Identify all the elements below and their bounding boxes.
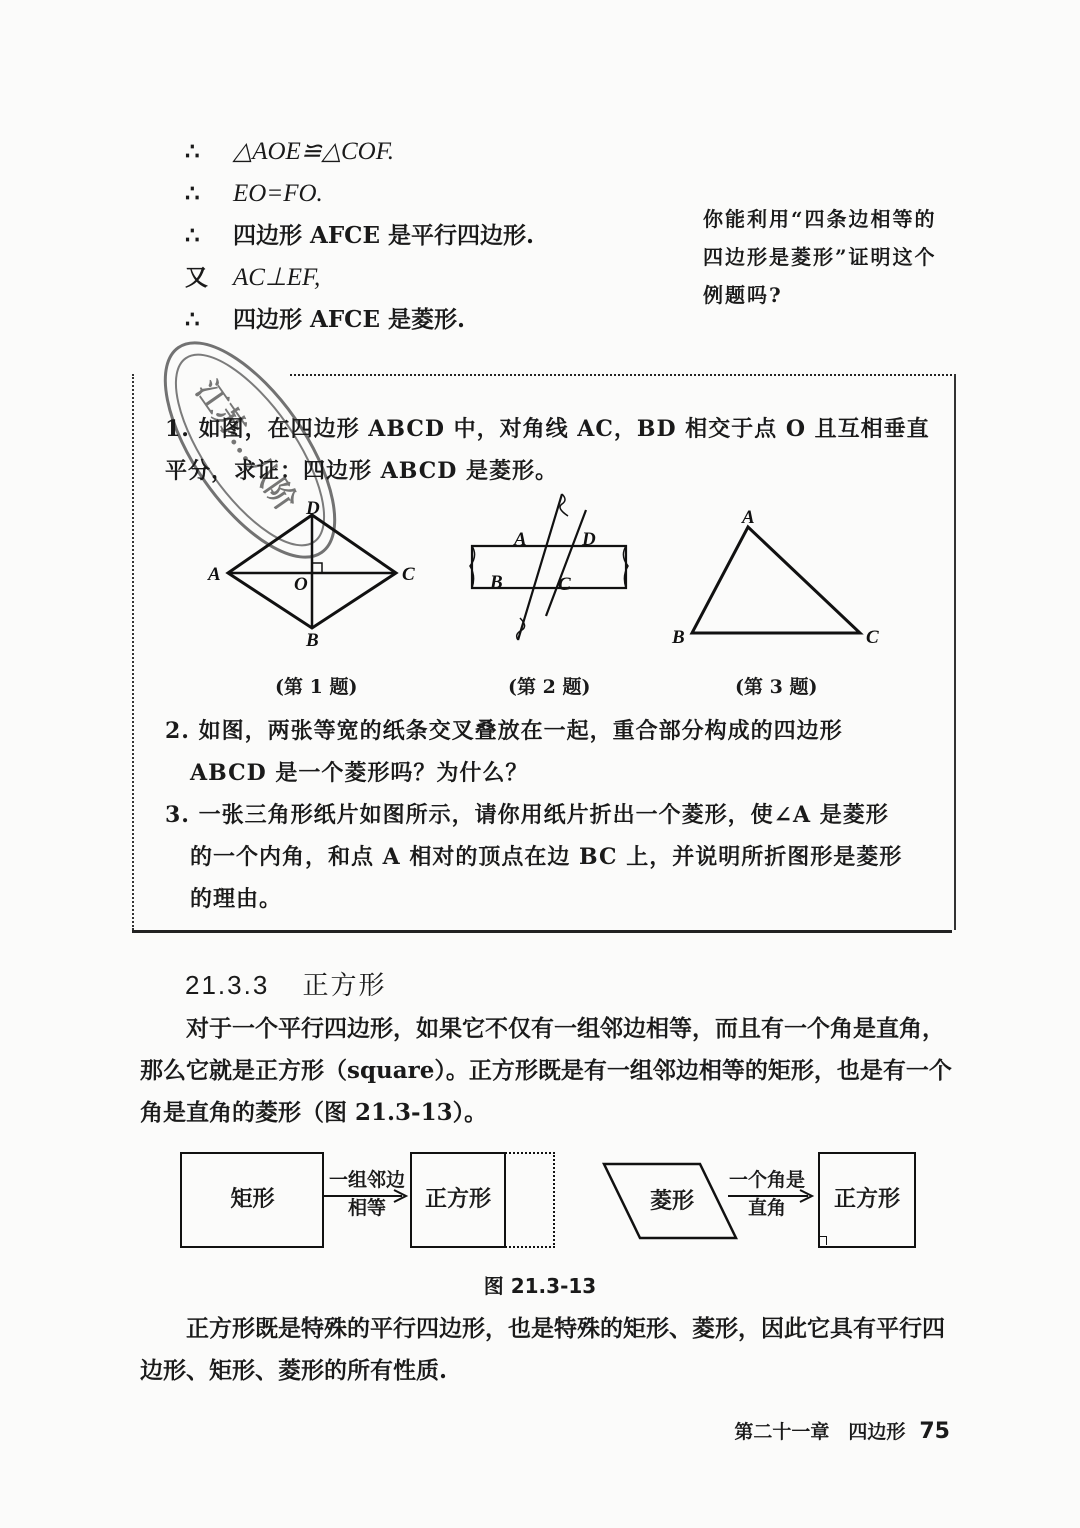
label-rectangle: 矩形 — [230, 1187, 275, 1212]
side-note: 你能利用“四条边相等的四边形是菱形”证明这个例题吗? — [703, 207, 937, 307]
stamp-text: 江苏…八阶 — [189, 375, 303, 517]
arrow-right — [728, 1186, 818, 1206]
proof-line-1 — [185, 138, 394, 166]
body-paragraph-2: 正方形既是特殊的平行四边形，也是特殊的矩形、菱形，因此它具有平行四边形、矩形、菱形的所有性质. — [140, 1315, 945, 1384]
label-A: A — [742, 507, 755, 528]
page-footer — [734, 1417, 950, 1444]
label-square-right: 正方形 — [833, 1187, 900, 1212]
exercise-2-line1: 2. 如图，两张等宽的纸条交叉叠放在一起，重合部分构成的四边形 — [165, 718, 843, 744]
proof-symbol: ∴ — [185, 222, 200, 249]
arrow-left — [322, 1186, 412, 1206]
label-C: C — [402, 564, 415, 585]
label-B: B — [306, 630, 319, 650]
right-angle-mark — [312, 563, 322, 573]
exercise-3-line1: 3. 一张三角形纸片如图所示，请你用纸片折出一个菱形，使∠A 是菱形 — [165, 802, 889, 828]
exercise-2-line2: ABCD 是一个菱形吗？为什么？ — [190, 760, 529, 786]
caption-q1: (第 1 题) — [275, 676, 358, 698]
page-number: 75 — [919, 1419, 950, 1444]
proof-symbol: ∴ — [185, 306, 200, 333]
proof-text: EO=FO. — [233, 180, 323, 207]
chapter-title: 第二十一章 四边形 — [734, 1421, 906, 1443]
body-paragraph-1: 对于一个平行四边形，如果它不仅有一组邻边相等，而且有一个角是直角，那么它就是正方形（square）。正方形既是有一组邻边相等的矩形，也是有一个角是直角的菱形（图 21.3-13）。 — [140, 1015, 952, 1126]
proof-line-2 — [185, 180, 323, 208]
proof-text: 四边形 AFCE 是平行四边形. — [233, 222, 535, 249]
label-C: C — [866, 627, 879, 648]
figure-q2-strips — [462, 490, 642, 650]
proof-text: AC⊥EF, — [233, 264, 321, 291]
proof-symbol: ∴ — [185, 138, 200, 165]
proof-line-3 — [185, 222, 534, 250]
label-D: D — [306, 500, 320, 519]
box-square-dashed-extension — [505, 1152, 555, 1248]
label-A: A — [514, 529, 527, 550]
label-C: C — [558, 574, 571, 595]
label-square-left: 正方形 — [424, 1187, 491, 1212]
section-number: 21.3.3 — [185, 970, 270, 1000]
proof-text: 四边形 AFCE 是菱形. — [233, 306, 466, 333]
exercise-3-line3: 的理由。 — [190, 886, 283, 912]
arrow-label-right-line1: 一个角是 — [728, 1169, 805, 1191]
arrow-label-left-line2: 相等 — [347, 1197, 386, 1219]
label-D: D — [582, 529, 596, 550]
triangle-outline — [692, 527, 860, 633]
section-title: 正方形 — [302, 970, 387, 1000]
figure-q3-triangle — [670, 505, 890, 650]
label-A: A — [208, 564, 221, 585]
figure-caption: 图 21.3-13 — [483, 1274, 597, 1298]
section-heading — [185, 965, 387, 1002]
exercise-3-line2: 的一个内角，和点 A 相对的顶点在边 BC 上，并说明所折图形是菱形 — [190, 844, 903, 870]
label-rhombus: 菱形 — [649, 1189, 694, 1214]
label-O: O — [294, 574, 308, 595]
caption-q3: (第 3 题) — [735, 676, 818, 698]
exercise-box-top-border — [290, 374, 952, 376]
label-B: B — [490, 572, 503, 593]
figure-q1-rhombus — [200, 500, 430, 650]
caption-q2: (第 2 题) — [508, 676, 591, 698]
arrow-label-left-line1: 一组邻边 — [328, 1169, 405, 1191]
strip-wavy-ends — [470, 494, 628, 640]
arrow-label-right-line2: 直角 — [747, 1197, 786, 1219]
proof-text: △AOE≌△COF. — [233, 138, 395, 165]
proof-symbol: 又 — [185, 264, 208, 291]
exercise-box-bottom-border — [132, 930, 952, 933]
proof-line-4 — [185, 264, 320, 292]
proof-symbol: ∴ — [185, 180, 200, 207]
strip-diagonal — [518, 494, 586, 640]
label-B: B — [672, 627, 685, 648]
right-angle-mark-square — [818, 1236, 827, 1245]
exercise-1: 1. 如图，在四边形 ABCD 中，对角线 AC，BD 相交于点 O 且互相垂直平分，求证：四边形 ABCD 是菱形。 — [165, 416, 930, 484]
